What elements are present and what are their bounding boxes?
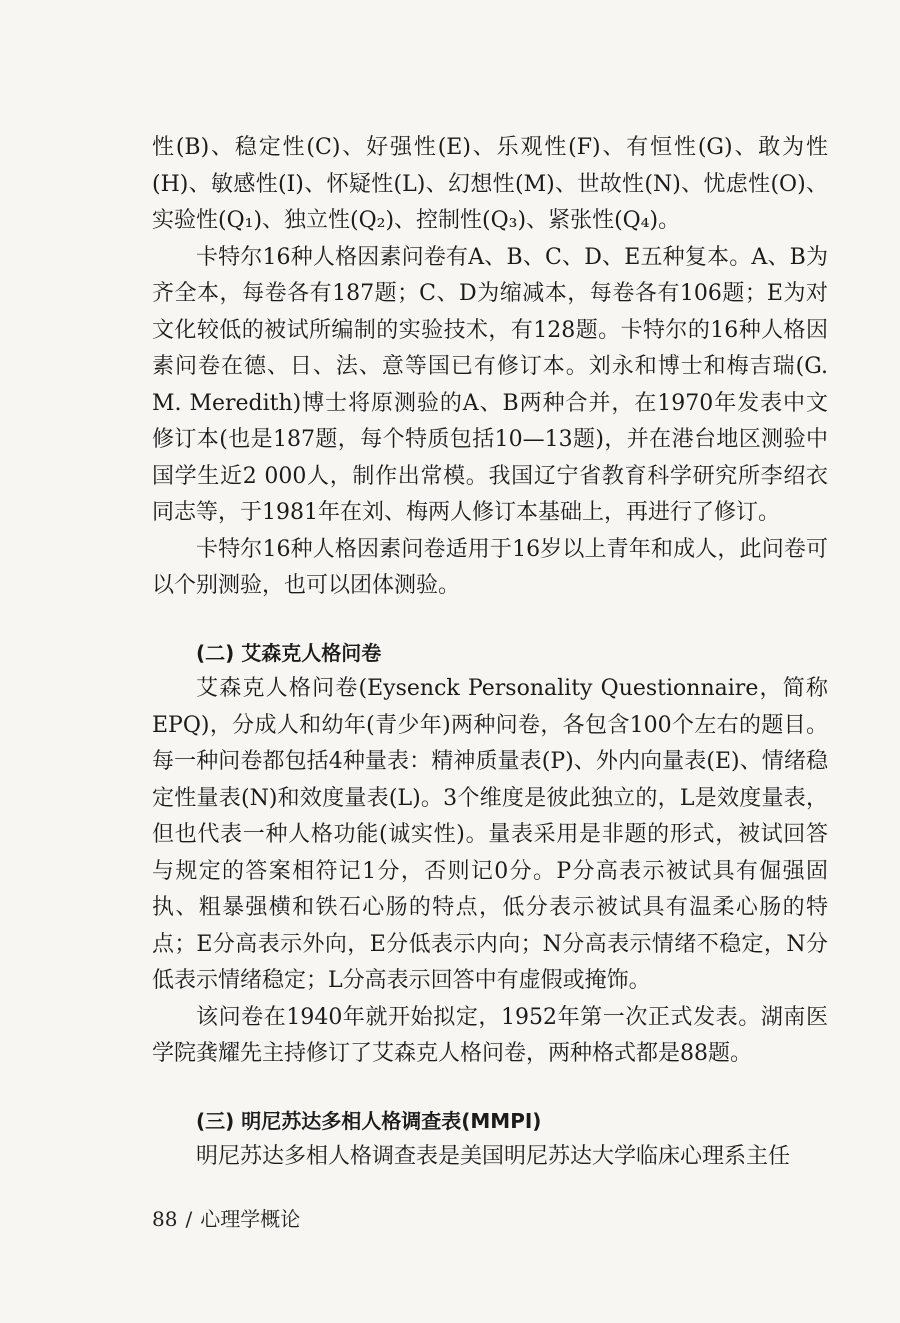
footer-separator: / [185, 1207, 193, 1231]
paragraph-16pf-usage: 卡特尔16种人格因素问卷适用于16岁以上青年和成人，此问卷可以个别测验，也可以团体测验。 [152, 536, 828, 598]
paragraph-16pf-versions: 卡特尔16种人格因素问卷有A、B、C、D、E五种复本。A、B为齐全本，每卷各有187题；C、D为缩减本，每卷各有106题；E为对文化较低的被试所编制的实验技术，有128题。卡特尔的16种人格因素问卷在德、日、法、意等国已有修订本。刘永和博士和梅吉瑞(G. M. Meredith)博士将原测验的A、B两种合并，在1970年发表中文修订本(也是187题，每个特质包括10—13题)，并在港台地区测验中国学生近2 000人，制作出常模。我国辽宁省教育科学研究所李绍衣同志等，于1981年在刘、梅两人修订本基础上，再进行了修订。 [152, 244, 828, 525]
book-title: 心理学概论 [200, 1207, 301, 1231]
section-heading-epq: (二) 艾森克人格问卷 [196, 640, 382, 665]
section-heading-mmpi: (三) 明尼苏达多相人格调查表(MMPI) [196, 1108, 542, 1133]
page-body [152, 130, 828, 1176]
paragraph-factor-list: 性(B)、稳定性(C)、好强性(E)、乐观性(F)、有恒性(G)、敢为性(H)、敏感性(I)、怀疑性(L)、幻想性(M)、世故性(N)、忧虑性(O)、实验性(Q₁)、独立性(Q₂)、控制性(Q₃)、紧张性(Q₄)。 [152, 135, 828, 233]
page-footer [152, 1206, 300, 1232]
paragraph-epq-description: 艾森克人格问卷(Eysenck Personality Questionnaire，简称EPQ)，分成人和幼年(青少年)两种问卷，各包含100个左右的题目。每一种问卷都包括4种量表：精神质量表(P)、外内向量表(E)、情绪稳定性量表(N)和效度量表(L)。3个维度是彼此独立的，L是效度量表，但也代表一种人格功能(诚实性)。量表采用是非题的形式，被试回答与规定的答案相符记1分，否则记0分。P分高表示被试具有倔强固执、粗暴强横和铁石心肠的特点，低分表示被试具有温柔心肠的特点；E分高表示外向，E分低表示内向；N分高表示情绪不稳定，N分低表示情绪稳定；L分高表示回答中有虚假或掩饰。 [152, 676, 828, 993]
paragraph-epq-history: 该问卷在1940年就开始拟定，1952年第一次正式发表。湖南医学院龚耀先主持修订了艾森克人格问卷，两种格式都是88题。 [152, 1004, 828, 1066]
paragraph-mmpi-intro: 明尼苏达多相人格调查表是美国明尼苏达大学临床心理系主任 [196, 1144, 791, 1169]
page-number: 88 [152, 1207, 178, 1231]
